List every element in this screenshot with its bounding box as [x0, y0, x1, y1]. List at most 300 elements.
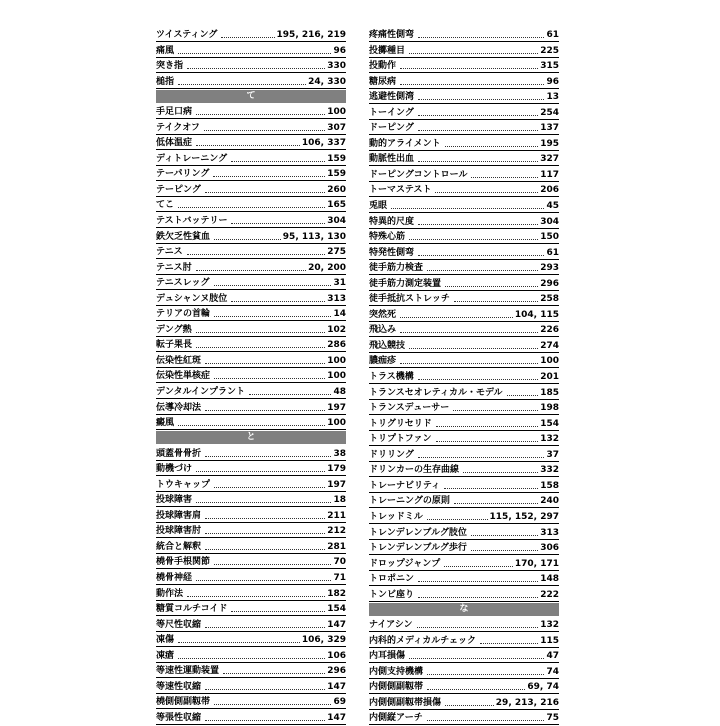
index-term: トレンデレンブルグ肢位: [369, 527, 467, 538]
page-numbers: 20, 200: [308, 262, 346, 273]
page-numbers: 332: [540, 465, 559, 476]
index-term: テニス肘: [156, 262, 192, 273]
index-term: 飛込み: [369, 325, 397, 336]
index-term: デング熱: [156, 324, 192, 335]
index-entry: [369, 633, 559, 648]
leader-dots: [178, 207, 325, 208]
leader-dots: [204, 130, 325, 131]
index-term: 投球障害: [156, 495, 193, 506]
index-term: 等速性運動装置: [156, 666, 220, 677]
index-term: トレーナビリティ: [369, 480, 441, 491]
index-entry: [156, 337, 346, 352]
leader-dots: [418, 99, 544, 100]
leader-dots: [418, 457, 545, 458]
index-entry: [369, 540, 559, 555]
page-numbers: 100: [327, 355, 346, 366]
page-numbers: 102: [327, 324, 346, 335]
index-term: 疼痛性側弯: [369, 30, 415, 40]
index-term: トレッドミル: [369, 511, 423, 522]
page-numbers: 198: [540, 403, 559, 414]
leader-dots: [507, 395, 539, 396]
index-entry: [156, 244, 346, 259]
index-entry: [369, 509, 559, 524]
leader-dots: [427, 689, 525, 690]
index-entry: [369, 710, 559, 725]
index-entry: [156, 368, 346, 383]
index-term: トランスデューサー: [369, 403, 450, 414]
index-entry: [369, 58, 559, 73]
section-header: な: [369, 603, 559, 616]
index-entry: [369, 679, 559, 694]
page-numbers: 48: [333, 386, 346, 397]
index-term: 特殊心筋: [369, 232, 406, 243]
leader-dots: [391, 208, 544, 209]
index-term: 頭蓋骨骨折: [156, 448, 202, 459]
index-term: 凍傷: [156, 635, 175, 646]
page-numbers: 69, 74: [527, 682, 559, 693]
index-entry: [369, 556, 559, 571]
page-numbers: 158: [540, 480, 559, 491]
index-entry: [156, 120, 346, 135]
index-entry: [369, 198, 559, 213]
index-entry: [369, 338, 559, 353]
index-entry: [156, 679, 346, 694]
page-numbers: 293: [540, 263, 559, 274]
index-entry: [156, 415, 346, 430]
index-entry: [369, 525, 559, 540]
index-term: 橈側側副靱帯: [156, 697, 211, 708]
page-numbers: 296: [540, 278, 559, 289]
leader-dots: [463, 472, 538, 473]
index-term: テーピング: [156, 184, 201, 195]
leader-dots: [205, 518, 325, 519]
page-numbers: 313: [540, 527, 559, 538]
page-numbers: 148: [540, 574, 559, 585]
leader-dots: [400, 317, 513, 318]
index-term: 手足口病: [156, 107, 193, 118]
index-entry: [156, 135, 346, 150]
index-entry: [156, 260, 346, 275]
index-entry: [156, 151, 346, 166]
page-numbers: 137: [540, 123, 559, 134]
index-entry: [156, 197, 346, 212]
index-term: 突然死: [369, 309, 397, 320]
index-term: 内耳損傷: [369, 651, 406, 662]
leader-dots: [196, 580, 331, 581]
leader-dots: [231, 161, 325, 162]
index-term: 痛風: [156, 45, 175, 56]
index-entry: [369, 648, 559, 663]
page-numbers: 206: [540, 185, 559, 196]
index-entry: [369, 353, 559, 368]
leader-dots: [178, 658, 325, 659]
leader-dots: [231, 301, 325, 302]
index-term: テニス: [156, 247, 183, 258]
leader-dots: [205, 533, 325, 534]
index-term: 特異的尺度: [369, 216, 415, 227]
index-entry: [156, 539, 346, 554]
index-entry: [156, 554, 346, 569]
leader-dots: [196, 502, 331, 503]
page-numbers: 306: [540, 543, 559, 554]
page-numbers: 154: [327, 604, 346, 615]
page-numbers: 315: [540, 61, 559, 72]
index-entry: [156, 694, 346, 709]
leader-dots: [436, 426, 538, 427]
index-term: ドーピング: [369, 123, 414, 134]
index-term: ツイスティング: [156, 30, 218, 40]
leader-dots: [444, 566, 513, 567]
leader-dots: [418, 224, 538, 225]
index-term: 動脈性出血: [369, 154, 415, 165]
leader-dots: [435, 192, 538, 193]
page-numbers: 313: [327, 293, 346, 304]
index-term: てこ: [156, 200, 175, 211]
leader-dots: [178, 84, 306, 85]
page-numbers: 197: [327, 402, 346, 413]
index-entry: [369, 43, 559, 58]
leader-dots: [205, 410, 325, 411]
index-term: 等張性収縮: [156, 712, 202, 723]
page-numbers: 185: [540, 387, 559, 398]
leader-dots: [196, 270, 306, 271]
leader-dots: [418, 37, 544, 38]
index-entry: [369, 307, 559, 322]
index-term: 徒手筋力検査: [369, 263, 424, 274]
index-entry: [369, 214, 559, 229]
index-term: 徒手抵抗ストレッチ: [369, 294, 450, 305]
leader-dots: [454, 301, 538, 302]
index-term: 投球障害肩: [156, 510, 202, 521]
page-numbers: 115: [540, 635, 559, 646]
index-entry: [156, 492, 346, 507]
index-term: トレーニングの原則: [369, 496, 450, 507]
leader-dots: [196, 347, 325, 348]
page-numbers: 147: [327, 619, 346, 630]
page-numbers: 96: [333, 45, 346, 56]
page-numbers: 159: [327, 169, 346, 180]
page-numbers: 254: [540, 107, 559, 118]
index-column-left: [156, 27, 346, 725]
page-numbers: 106: [327, 650, 346, 661]
index-entry: [369, 120, 559, 135]
index-entry: [156, 182, 346, 197]
index-entry: [156, 353, 346, 368]
index-term: 動機づけ: [156, 464, 193, 475]
index-term: ナイアシン: [369, 620, 413, 631]
page-numbers: 201: [540, 372, 559, 383]
leader-dots: [427, 270, 538, 271]
leader-dots: [471, 177, 538, 178]
leader-dots: [214, 487, 325, 488]
index-term: トレンデレンブルグ歩行: [369, 543, 467, 554]
leader-dots: [205, 363, 325, 364]
leader-dots: [231, 611, 325, 612]
index-entry: [369, 431, 559, 446]
index-entry: [369, 587, 559, 602]
index-entry: [369, 291, 559, 306]
index-term: トランスセオレティカル・モデル: [369, 387, 503, 398]
leader-dots: [187, 68, 325, 69]
page-numbers: 38: [333, 448, 346, 459]
index-term: 統合と解釈: [156, 541, 202, 552]
leader-dots: [445, 146, 539, 147]
leader-dots: [471, 535, 538, 536]
leader-dots: [471, 550, 538, 551]
index-term: 癜風: [156, 418, 175, 429]
index-term: テーパリング: [156, 169, 210, 180]
index-entry: [369, 89, 559, 104]
index-term: デュシャンヌ肢位: [156, 293, 228, 304]
page-numbers: 304: [540, 216, 559, 227]
index-entry: [156, 74, 346, 89]
leader-dots: [214, 285, 332, 286]
page-numbers: 96: [546, 76, 559, 87]
index-term: トウキャップ: [156, 479, 211, 490]
leader-dots: [187, 596, 325, 597]
index-entry: [369, 493, 559, 508]
index-term: 逃避性側湾: [369, 92, 415, 103]
leader-dots: [409, 53, 538, 54]
page-numbers: 159: [327, 153, 346, 164]
leader-dots: [409, 348, 538, 349]
section-header: て: [156, 90, 346, 103]
index-term: トラス機構: [369, 372, 414, 383]
index-entry: [369, 276, 559, 291]
index-entry: [156, 322, 346, 337]
index-term: 投球障害肘: [156, 526, 202, 537]
index-entry: [156, 586, 346, 601]
page-numbers: 212: [327, 526, 346, 537]
page-numbers: 195: [540, 138, 559, 149]
index-term: ドリンカーの生存曲線: [369, 465, 460, 476]
index-term: テリアの首輪: [156, 309, 211, 320]
index-term: 低体温症: [156, 138, 193, 149]
index-entry: [369, 695, 559, 710]
leader-dots: [205, 720, 325, 721]
leader-dots: [205, 549, 325, 550]
leader-dots: [214, 378, 325, 379]
page-numbers: 104, 115: [514, 309, 559, 320]
page-numbers: 170, 171: [514, 558, 559, 569]
page-numbers: 225: [540, 45, 559, 56]
index-entry: [156, 477, 346, 492]
page-numbers: 286: [327, 340, 346, 351]
index-term: 投動作: [369, 61, 397, 72]
leader-dots: [231, 223, 325, 224]
leader-dots: [205, 627, 325, 628]
index-entry: [156, 229, 346, 244]
leader-dots: [444, 488, 538, 489]
index-term: 動的アライメント: [369, 138, 441, 149]
index-entry: [369, 664, 559, 679]
page-numbers: 154: [540, 418, 559, 429]
page-numbers: 100: [327, 418, 346, 429]
index-term: 飛込競技: [369, 340, 406, 351]
leader-dots: [196, 332, 326, 333]
index-entry: [369, 105, 559, 120]
index-term: 内側側副靱帯損傷: [369, 697, 442, 708]
index-entry: [156, 384, 346, 399]
index-entry: [369, 400, 559, 415]
page-numbers: 71: [333, 572, 346, 583]
leader-dots: [418, 597, 538, 598]
page-numbers: 100: [327, 371, 346, 382]
index-term: 特発性側弯: [369, 247, 415, 258]
index-term: ドリリング: [369, 449, 414, 460]
index-term: 糖質コルチコイド: [156, 604, 228, 615]
index-entry: [156, 523, 346, 538]
leader-dots: [418, 130, 538, 131]
leader-dots: [417, 627, 539, 628]
index-entry: [156, 58, 346, 73]
page-numbers: 147: [327, 712, 346, 723]
index-entry: [156, 27, 346, 42]
page-numbers: 74: [546, 666, 559, 677]
page-numbers: 211: [327, 510, 346, 521]
index-entry: [369, 74, 559, 89]
index-entry: [369, 27, 559, 42]
leader-dots: [178, 425, 325, 426]
index-entry: [156, 461, 346, 476]
index-entry: [369, 385, 559, 400]
page-numbers: 296: [327, 666, 346, 677]
leader-dots: [409, 239, 538, 240]
index-term: デンタルインプラント: [156, 386, 246, 397]
index-term: テストバッテリー: [156, 215, 228, 226]
leader-dots: [214, 316, 331, 317]
leader-dots: [445, 705, 494, 706]
index-entry: [369, 369, 559, 384]
page-numbers: 240: [540, 496, 559, 507]
index-term: トリプトファン: [369, 434, 432, 445]
index-entry: [156, 570, 346, 585]
leader-dots: [427, 720, 545, 721]
index-term: 伝染性紅斑: [156, 355, 202, 366]
index-entry: [156, 43, 346, 58]
page-numbers: 274: [540, 340, 559, 351]
page-numbers: 69: [333, 697, 346, 708]
index-term: 投擲種目: [369, 45, 406, 56]
leader-dots: [223, 673, 325, 674]
page-numbers: 29, 213, 216: [495, 697, 559, 708]
leader-dots: [249, 394, 331, 395]
index-entry: [369, 322, 559, 337]
index-entry: [156, 213, 346, 228]
index-entry: [369, 447, 559, 462]
index-term: 突き指: [156, 61, 184, 72]
index-entry: [369, 245, 559, 260]
page-numbers: 327: [540, 154, 559, 165]
page-numbers: 106, 337: [301, 138, 346, 149]
leader-dots: [418, 255, 544, 256]
leader-dots: [214, 704, 331, 705]
index-term: 等速性収縮: [156, 681, 202, 692]
index-term: 徒手筋力測定装置: [369, 278, 442, 289]
page-numbers: 132: [540, 434, 559, 445]
index-term: 伝導冷却法: [156, 402, 202, 413]
index-term: 転子果長: [156, 340, 193, 351]
leader-dots: [436, 441, 539, 442]
leader-dots: [213, 176, 325, 177]
page-numbers: 281: [327, 541, 346, 552]
page-numbers: 150: [540, 232, 559, 243]
index-entry: [369, 462, 559, 477]
leader-dots: [196, 471, 325, 472]
leader-dots: [205, 192, 325, 193]
index-term: 橈骨手根関節: [156, 557, 211, 568]
index-entry: [369, 416, 559, 431]
leader-dots: [178, 642, 300, 643]
leader-dots: [196, 114, 325, 115]
page-numbers: 47: [546, 651, 559, 662]
page-numbers: 13: [546, 92, 559, 103]
leader-dots: [418, 115, 538, 116]
leader-dots: [480, 643, 538, 644]
leader-dots: [418, 379, 538, 380]
page-numbers: 115, 152, 297: [489, 511, 559, 522]
index-term: 動作法: [156, 588, 184, 599]
page-numbers: 61: [546, 247, 559, 258]
index-entry: [156, 446, 346, 461]
index-entry: [369, 571, 559, 586]
index-term: ドーピングコントロール: [369, 169, 468, 180]
index-entry: [156, 166, 346, 181]
page-numbers: 95, 113, 130: [282, 231, 346, 242]
index-entry: [369, 229, 559, 244]
index-term: テイクオフ: [156, 122, 200, 133]
leader-dots: [400, 332, 538, 333]
page-numbers: 132: [540, 620, 559, 631]
index-entry: [156, 508, 346, 523]
leader-dots: [187, 254, 326, 255]
leader-dots: [427, 674, 544, 675]
index-term: 糖尿病: [369, 76, 397, 87]
index-entry: [156, 400, 346, 415]
index-entry: [369, 151, 559, 166]
leader-dots: [214, 564, 331, 565]
index-term: 内科的メディカルチェック: [369, 635, 477, 646]
leader-dots: [454, 503, 538, 504]
index-term: 凍瘡: [156, 650, 175, 661]
index-entry: [369, 260, 559, 275]
page-numbers: 179: [327, 464, 346, 475]
page-numbers: 24, 330: [308, 76, 346, 87]
page-numbers: 70: [333, 557, 346, 568]
index-entry: [156, 632, 346, 647]
page-numbers: 106, 329: [301, 635, 346, 646]
page-numbers: 117: [540, 169, 559, 180]
index-term: 伝染性単核症: [156, 371, 211, 382]
leader-dots: [196, 145, 300, 146]
page-numbers: 222: [540, 589, 559, 600]
leader-dots: [400, 68, 538, 69]
page-numbers: 100: [540, 356, 559, 367]
page-numbers: 45: [546, 201, 559, 212]
index-term: トーマステスト: [369, 185, 432, 196]
page-numbers: 147: [327, 681, 346, 692]
index-entry: [369, 182, 559, 197]
index-entry: [156, 648, 346, 663]
leader-dots: [400, 84, 544, 85]
page-numbers: 330: [327, 61, 346, 72]
page-numbers: 31: [333, 278, 346, 289]
page-numbers: 14: [333, 309, 346, 320]
page-numbers: 18: [333, 495, 346, 506]
leader-dots: [445, 286, 538, 287]
page-numbers: 195, 216, 219: [276, 30, 346, 40]
index-term: ドロップジャンプ: [369, 558, 441, 569]
